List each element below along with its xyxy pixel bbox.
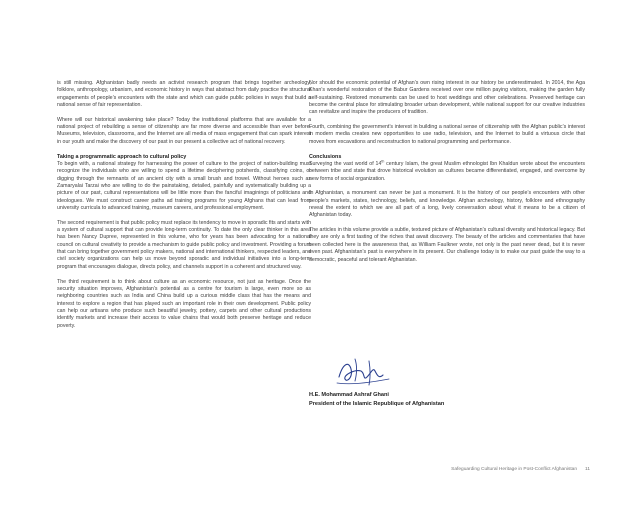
- signature-block: [309, 355, 509, 408]
- page-footer: [400, 467, 590, 472]
- right-paragraph-3-end: century Islam, the great Muslim ethnologist Ibn Khaldun wrote about the encounters between tribe and state that drove historical evolution as cultures became differentiated, engaged, and overcome by new forms of social organization.: [309, 160, 585, 182]
- page-number: 11: [585, 467, 590, 472]
- section-heading-conclusions: Conclusions: [309, 153, 342, 160]
- left-paragraph-4: The second requirement is that public policy must replace its tendency to move in sporadic fits and starts with a system of cultural support that can provide long-term continuity. To date the only clear thinker in this area has been Nancy Dupree, represented in this volume, who for years has been advocating for a national council on cultural creativity to provide a mechanism to guide public policy and investment. Providing a forum that can bring together government policy makers, national and international thinkers, respected leaders, and civil society organizations can help us move beyond sporadic and individual initiatives into a long-term program that encourages dialogue, directs policy, and channels support in a coherent and structured way.: [57, 219, 311, 270]
- right-paragraph-5: The articles in this volume provide a subtle, textured picture of Afghanistan’s cultural diversity and historical legacy. But they are only a first tasting of the riches that await discovery. The beauty of the articles and commentaries that have been collected here is the awareness that, as William Faulkner wrote, not only is the past never dead, but it is never even past. Afghanistan’s past is everywhere in its present. Our challenge today is to make our past guide the way to a democratic, peaceful and tolerant Afghanistan.: [309, 227, 585, 263]
- left-column: [57, 80, 311, 337]
- signatory-name: H.E. Mohammad Ashraf Ghani: [309, 392, 389, 398]
- right-paragraph-3: [309, 161, 585, 183]
- left-paragraph-2: Where will our historical awakening take place? Today the institutional platforms that are available for a national project of rebuilding a sense of citizenship are far more diverse and accessible than ever before. Museums, television, classrooms, and the Internet are all media of mass engagement that can spark interest in our youth and make the discovery of our past in our present a collective act of national recovery.: [57, 116, 311, 145]
- right-paragraph-1: Nor should the economic potential of Afghan’s own rising interest in our history be underestimated. In 2014, the Aga Khan’s wonderful restoration of the Babur Gardens received over one million paying visitors, making the garden fully self-sustaining. Restored monuments can be used to host weddings and other celebrations. Preserved heritage can become the central place for stimulating broader urban development, while national support for our creative industries can revitalize and inspire the producers of tradition.: [309, 80, 585, 116]
- left-paragraph-5: The third requirement is to think about culture as an economic resource, not just as heritage. Once the security situation improves, Afghanistan’s potential as a centre for tourism is large, even more so as neighboring countries such as India and China build up a curious middle class that has the means and interest to explore a region that has played such an important role in their own development. Public policy can help our artisans who produce such beautiful jewelry, pottery, carpets and other cultural productions identify markets and increase their access to value chains that would both preserve heritage and reduce poverty.: [57, 278, 311, 329]
- right-paragraph-4: In Afghanistan, a monument can never be just a monument. It is the history of our people’s encounters with other people’s markets, states, technology, beliefs, and knowledge. Afghan archeology, history, folklore and ethnography reveal the extent to which we are all part of a long, lively conversation about what it means to be a citizen of Afghanistan today.: [309, 190, 585, 219]
- left-paragraph-3: To begin with, a national strategy for harnessing the power of culture to the project of nation-building must recognize the individuals who are willing to spend a lifetime deciphering potsherds, classifying coins, or digging through the remnants of an ancient city with a small brush and trowel. Without heroes such as Zamaryalai Tarzai who are willing to do the painstaking, detailed, painfully and systematically building up a picture of our past, cultural representations will be little more than the fanciful imaginings of politicians and ideologues. We must construct career paths ad training programs for young Afghans that can lead from university curricula to advanced training, museum careers, and professional employment.: [57, 160, 311, 211]
- ordinal-suffix: th: [381, 159, 385, 164]
- handwritten-signature: [333, 355, 393, 391]
- signatory-title: President of the Islamic Republique of Afghanistan: [309, 400, 445, 407]
- right-paragraph-3-start: Surveying the vast world of 14: [309, 160, 382, 167]
- left-paragraph-1: is still missing. Afghanistan badly needs an activist research program that brings together archeology, folklore, anthropology, urbanism, and economic history in ways that abstract from daily practice the structural engagements of people’s encounters with the state and which can guide public policies in ways that build a national sense of fair representation.: [57, 80, 311, 109]
- right-paragraph-2: Fourth, combining the government’s interest in building a national sense of citizenship with the Afghan public’s interest in modern media creates new opportunities to use radio, television, and the Internet to build a virtuous circle that moves from excavations and reconstruction to national programming and performance.: [309, 124, 585, 145]
- running-title: Safeguarding Cultural Heritage in Post-Conflict Afghanistan: [451, 467, 578, 472]
- section-heading-cultural-policy: Taking a programmatic approach to cultural policy: [57, 153, 187, 160]
- right-column: [309, 80, 585, 271]
